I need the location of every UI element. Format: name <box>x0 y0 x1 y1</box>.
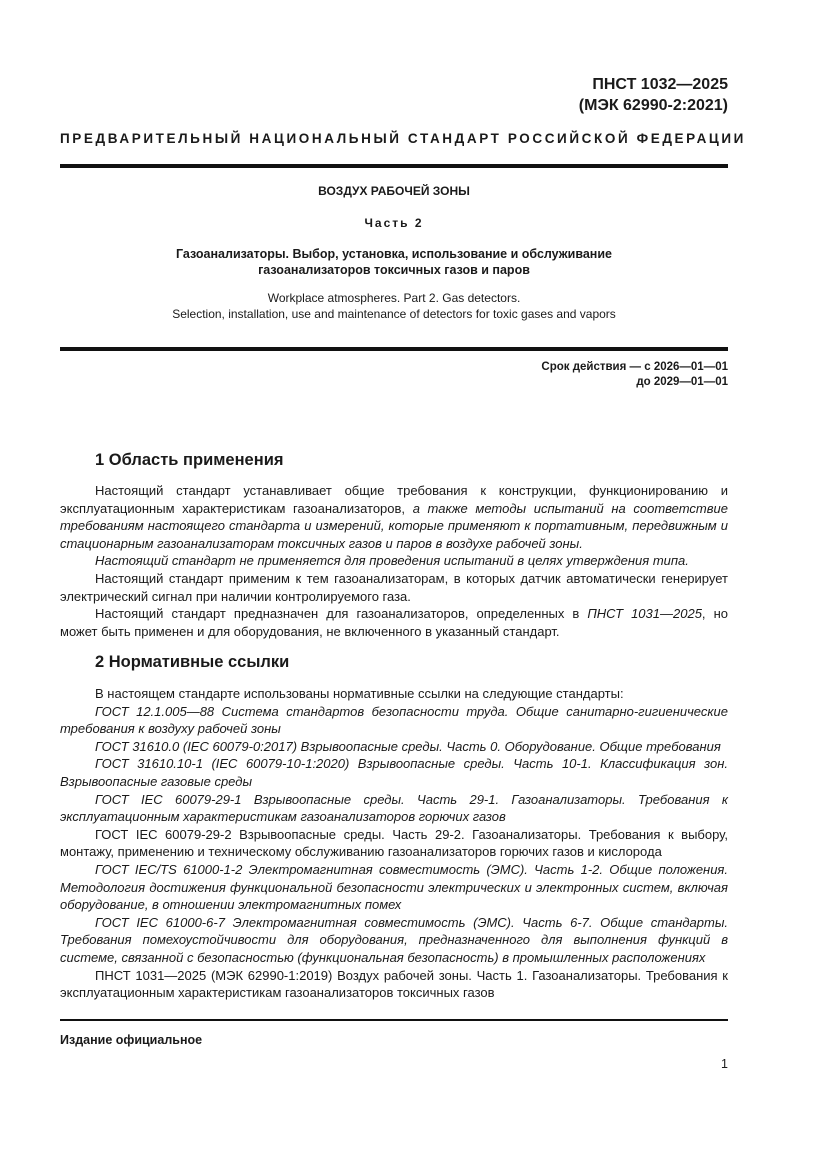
title-divider <box>60 347 728 351</box>
validity-period: Срок действия — с 2026—01—01 до 2029—01—01 <box>541 361 728 388</box>
section-2-heading: 2 Нормативные ссылки <box>95 653 290 671</box>
reference-item: ГОСТ 12.1.005—88 Система стандартов безопасности труда. Общие санитарно-гигиенические требования к воздуху рабочей зоны <box>60 703 728 737</box>
reference-item: ГОСТ 31610.10-1 (IEC 60079-10-1:2020) Взрывоопасные среды. Часть 10-1. Классификация зон. Взрывоопасные газовые среды <box>60 756 728 789</box>
paragraph: Настоящий стандарт применим к тем газоанализаторам, в которых датчик автоматически генерирует электрический сигнал при наличии контролируемого газа. <box>60 570 728 604</box>
reference-item: ГОСТ IEC 60079-29-2 Взрывоопасные среды. Часть 29-2. Газоанализаторы. Требования к выбору, монтажу, применению и техническому обслуживанию газоанализаторов горючих газов и кислорода <box>60 826 728 860</box>
paragraph: В настоящем стандарте использованы нормативные ссылки на следующие стандарты: <box>95 686 624 701</box>
reference-item: ГОСТ IEC 61000-6-7 Электромагнитная совместимость (ЭМС). Часть 6-7. Общие стандарты. Требования помехоустойчивости для оборудования, предназначенного для выполнения функций в системе, связанной с безопасностью (функциональная безопасность) в промышленных расположениях <box>60 914 728 965</box>
english-title: Workplace atmospheres. Part 2. Gas detectors. Selection, installation, use and maintenance of detectors for toxic gases and vapors <box>172 291 616 321</box>
reference-item: ГОСТ IEC/TS 61000-1-2 Электромагнитная совместимость (ЭМС). Часть 1-2. Общие положения. Методология достижения функциональной безопасности электрических и электронных систем, включая оборудование, в отношении электромагнитных помех <box>60 861 728 913</box>
document-code <box>579 74 728 116</box>
standard-number: ПНСТ 1032—2025 <box>592 76 728 93</box>
document-part: Часть 2 <box>364 216 424 230</box>
organization-heading: ПРЕДВАРИТЕЛЬНЫЙ НАЦИОНАЛЬНЫЙ СТАНДАРТ РОССИЙСКОЙ ФЕДЕРАЦИИ <box>60 131 746 146</box>
reference-item: ГОСТ IEC 60079-29-1 Взрывоопасные среды. Часть 29-1. Газоанализаторы. Требования к эксплуатационным характеристикам газоанализаторов горючих газов <box>60 791 728 825</box>
document-subtitle: Газоанализаторы. Выбор, установка, использование и обслуживание газоанализаторов токсичных газов и паров <box>175 247 612 277</box>
reference-item: ПНСТ 1031—2025 (МЭК 62990-1:2019) Воздух рабочей зоны. Часть 1. Газоанализаторы. Требования к эксплуатационным характеристикам газоанализаторов токсичных газов <box>60 967 728 1001</box>
header-divider <box>60 164 728 168</box>
document-title: ВОЗДУХ РАБОЧЕЙ ЗОНЫ <box>318 184 470 198</box>
paragraph: Настоящий стандарт не применяется для проведения испытаний в целях утверждения типа. <box>95 553 689 569</box>
section-2-body <box>60 685 728 1002</box>
paragraph: Настоящий стандарт устанавливает общие требования к конструкции, функционированию и эксплуатационным характеристикам газоанализаторов, а также методы испытаний на соответствие требованиям настоящего стандарта и измерений, которые применяют к портативным, передвижным и стационарным газоанализаторам токсичных газов и паров в воздухе рабочей зоны. <box>60 483 728 551</box>
reference-item: ГОСТ 31610.0 (IEC 60079-0:2017) Взрывоопасные среды. Часть 0. Оборудование. Общие требования <box>95 738 721 754</box>
iec-equivalent: (МЭК 62990-2:2021) <box>578 97 728 114</box>
section-1-body <box>60 482 728 640</box>
page-number: 1 <box>721 1057 728 1071</box>
paragraph: Настоящий стандарт предназначен для газоанализаторов, определенных в ПНСТ 1031—2025, но может быть применен и для оборудования, не включенного в указанный стандарт. <box>60 606 728 639</box>
footer-divider <box>60 1019 728 1021</box>
edition-label: Издание официальное <box>60 1033 203 1047</box>
title-block <box>60 184 728 322</box>
section-1-heading: 1 Область применения <box>95 451 284 469</box>
